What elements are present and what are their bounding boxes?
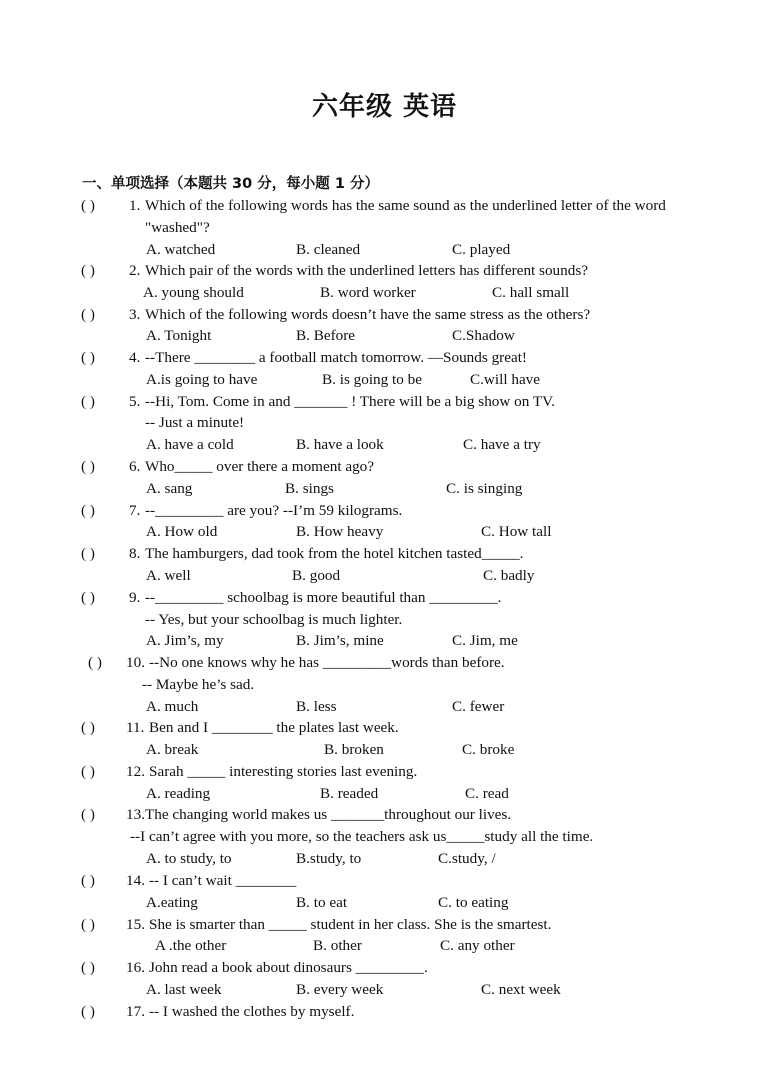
question-stem: John read a book about dinosaurs _________.: [149, 959, 428, 976]
answer-bracket[interactable]: ( ): [81, 1003, 95, 1020]
option-a[interactable]: A. well: [146, 567, 191, 584]
option-c[interactable]: C.study, /: [438, 850, 496, 867]
option-a[interactable]: A. Tonight: [146, 327, 212, 344]
question-stem-continued: --I can’t agree with you more, so the teachers ask us_____study all the time.: [130, 828, 594, 845]
question-number: 16.: [126, 959, 145, 976]
answer-bracket[interactable]: ( ): [81, 589, 95, 606]
option-b[interactable]: B. cleaned: [296, 241, 361, 258]
question-number: 7.: [129, 502, 141, 519]
question-stem: Which of the following words doesn’t have the same stress as the others?: [145, 306, 591, 323]
option-a[interactable]: A. Jim’s, my: [146, 632, 224, 649]
question-stem: --_________ are you? --I’m 59 kilograms.: [145, 502, 403, 519]
question-stem: The changing world makes us _______throughout our lives.: [145, 806, 512, 823]
option-c[interactable]: C. hall small: [492, 284, 570, 301]
option-a[interactable]: A. How old: [146, 523, 218, 540]
option-a[interactable]: A. sang: [146, 480, 193, 497]
question-stem-continued: -- Just a minute!: [145, 414, 245, 431]
option-c[interactable]: C. next week: [481, 981, 561, 998]
option-b[interactable]: B. good: [292, 567, 341, 584]
option-c[interactable]: C. Jim, me: [452, 632, 518, 649]
option-c[interactable]: C. fewer: [452, 698, 505, 715]
question-stem: -- I washed the clothes by myself.: [149, 1003, 355, 1020]
section-heading: 一、单项选择（本题共 30 分，每小题 1 分）: [82, 176, 379, 192]
option-c[interactable]: C. any other: [440, 937, 515, 954]
question-number: 3.: [129, 306, 141, 323]
question-number: 14.: [126, 872, 145, 889]
answer-bracket[interactable]: ( ): [81, 916, 95, 933]
answer-bracket[interactable]: ( ): [88, 654, 102, 671]
question-stem-continued: -- Maybe he’s sad.: [142, 676, 255, 693]
question-stem: She is smarter than _____ student in her class. She is the smartest.: [149, 916, 552, 933]
option-a[interactable]: A. last week: [146, 981, 222, 998]
option-a[interactable]: A. much: [146, 698, 199, 715]
option-c[interactable]: C. broke: [462, 741, 515, 758]
option-b[interactable]: B. Before: [296, 327, 356, 344]
option-c[interactable]: C. badly: [483, 567, 535, 584]
option-c[interactable]: C. How tall: [481, 523, 552, 540]
answer-bracket[interactable]: ( ): [81, 806, 95, 823]
option-b[interactable]: B. Jim’s, mine: [296, 632, 384, 649]
question-stem: Who_____ over there a moment ago?: [145, 458, 374, 475]
option-b[interactable]: B. broken: [324, 741, 384, 758]
option-c[interactable]: C. read: [465, 785, 509, 802]
answer-bracket[interactable]: ( ): [81, 719, 95, 736]
question-number: 5.: [129, 393, 141, 410]
question-stem: Ben and I ________ the plates last week.: [149, 719, 399, 736]
question-stem-continued: -- Yes, but your schoolbag is much lighter.: [145, 611, 403, 628]
option-b[interactable]: B. less: [296, 698, 337, 715]
question-number: 9.: [129, 589, 141, 606]
option-b[interactable]: B. have a look: [296, 436, 384, 453]
option-b[interactable]: B.study, to: [296, 850, 362, 867]
answer-bracket[interactable]: ( ): [81, 959, 95, 976]
option-b[interactable]: B. readed: [320, 785, 379, 802]
answer-bracket[interactable]: ( ): [81, 197, 95, 214]
option-a[interactable]: A. young should: [143, 284, 244, 301]
option-a[interactable]: A. break: [146, 741, 199, 758]
question-stem: The hamburgers, dad took from the hotel kitchen tasted_____.: [145, 545, 524, 562]
option-c[interactable]: C.Shadow: [452, 327, 515, 344]
option-a[interactable]: A.eating: [146, 894, 198, 911]
option-b[interactable]: B. is going to be: [322, 371, 422, 388]
option-b[interactable]: B. to eat: [296, 894, 348, 911]
option-a[interactable]: A. watched: [146, 241, 216, 258]
option-a[interactable]: A. have a cold: [146, 436, 234, 453]
question-stem: --Hi, Tom. Come in and _______ ! There will be a big show on TV.: [145, 393, 555, 410]
option-c[interactable]: C. is singing: [446, 480, 523, 497]
answer-bracket[interactable]: ( ): [81, 458, 95, 475]
question-stem: Which of the following words has the same sound as the underlined letter of the word: [145, 197, 666, 214]
question-number: 13.: [126, 806, 145, 823]
question-number: 11.: [126, 719, 145, 736]
question-number: 1.: [129, 197, 141, 214]
question-stem: --No one knows why he has _________words than before.: [149, 654, 505, 671]
option-a[interactable]: A. to study, to: [146, 850, 232, 867]
question-stem: --There ________ a football match tomorrow. —Sounds great!: [145, 349, 527, 366]
option-b[interactable]: B. other: [313, 937, 362, 954]
option-a[interactable]: A.is going to have: [146, 371, 258, 388]
answer-bracket[interactable]: ( ): [81, 763, 95, 780]
answer-bracket[interactable]: ( ): [81, 306, 95, 323]
question-stem: Which pair of the words with the underlined letters has different sounds?: [145, 262, 588, 279]
question-number: 10.: [126, 654, 145, 671]
option-b[interactable]: B. word worker: [320, 284, 416, 301]
answer-bracket[interactable]: ( ): [81, 545, 95, 562]
question-stem-continued: "washed"?: [145, 219, 210, 236]
question-number: 4.: [129, 349, 141, 366]
option-b[interactable]: B. How heavy: [296, 523, 384, 540]
question-stem: -- I can’t wait ________: [149, 872, 297, 889]
question-stem: --_________ schoolbag is more beautiful than _________.: [145, 589, 502, 606]
answer-bracket[interactable]: ( ): [81, 502, 95, 519]
option-c[interactable]: C. to eating: [438, 894, 509, 911]
question-number: 17.: [126, 1003, 145, 1020]
option-c[interactable]: C. played: [452, 241, 511, 258]
answer-bracket[interactable]: ( ): [81, 872, 95, 889]
option-c[interactable]: C.will have: [470, 371, 541, 388]
page-title: 六年级 英语: [311, 92, 458, 122]
question-number: 6.: [129, 458, 141, 475]
question-number: 15.: [126, 916, 145, 933]
option-a[interactable]: A .the other: [155, 937, 227, 954]
question-number: 2.: [129, 262, 141, 279]
question-stem: Sarah _____ interesting stories last evening.: [149, 763, 418, 780]
answer-bracket[interactable]: ( ): [81, 262, 95, 279]
question-number: 12.: [126, 763, 145, 780]
option-b[interactable]: B. every week: [296, 981, 384, 998]
question-number: 8.: [129, 545, 141, 562]
option-c[interactable]: C. have a try: [463, 436, 541, 453]
option-b[interactable]: B. sings: [285, 480, 334, 497]
option-a[interactable]: A. reading: [146, 785, 211, 802]
answer-bracket[interactable]: ( ): [81, 349, 95, 366]
answer-bracket[interactable]: ( ): [81, 393, 95, 410]
